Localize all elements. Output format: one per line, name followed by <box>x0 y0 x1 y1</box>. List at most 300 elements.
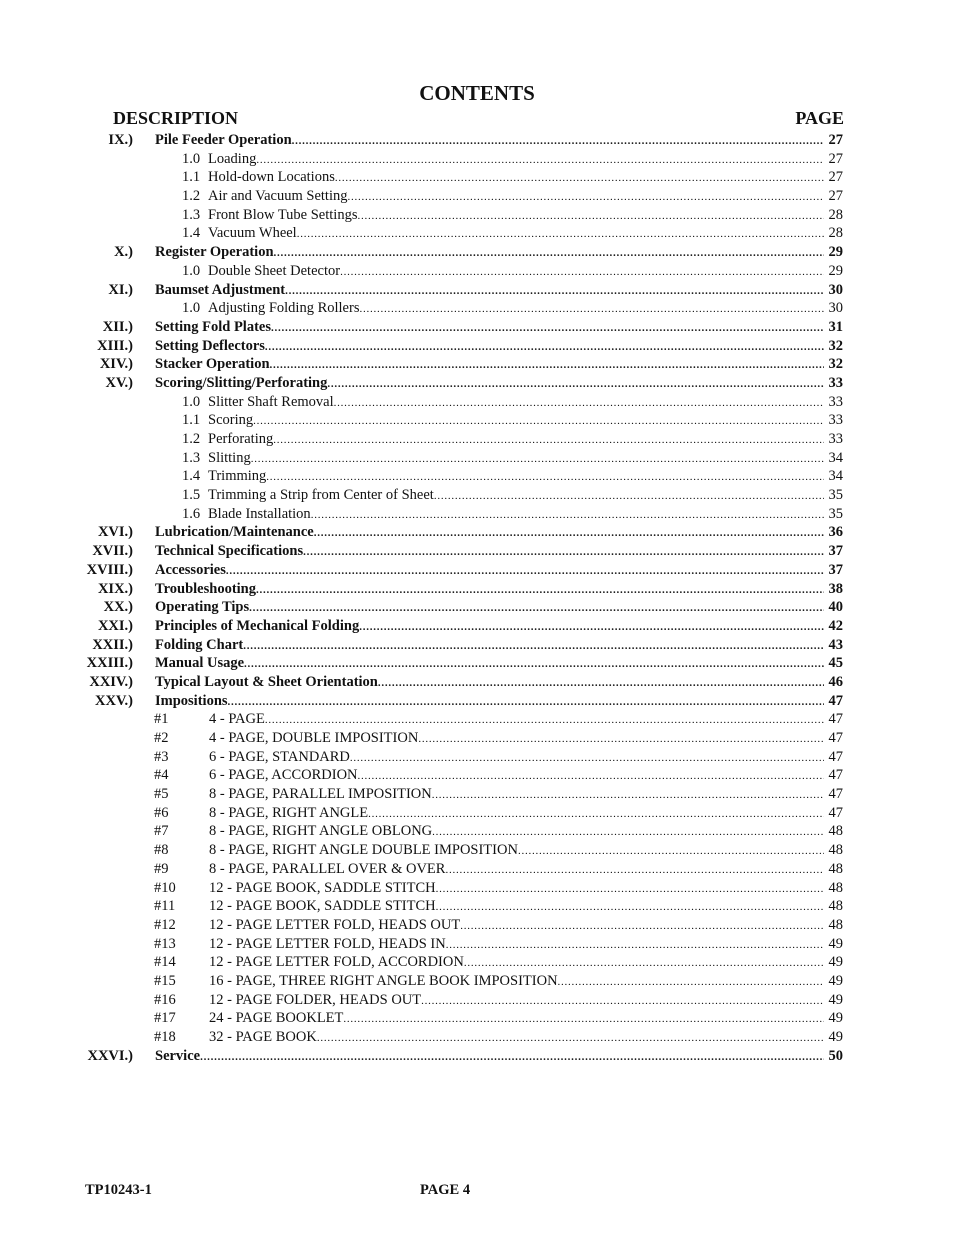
dot-leader <box>359 299 824 319</box>
toc-entry-leader <box>155 318 824 338</box>
toc-entry-leader <box>208 505 824 525</box>
toc-entry-number: X.) <box>114 244 133 261</box>
toc-entry-number: #2 <box>154 730 169 746</box>
dot-leader <box>421 991 824 1011</box>
toc-entry <box>0 523 954 542</box>
toc-entry-number: #15 <box>154 972 176 989</box>
dot-leader <box>228 692 824 712</box>
toc-entry-leader <box>208 393 824 413</box>
toc-entry-title: 6 - PAGE, STANDARD <box>209 748 350 765</box>
toc-entry <box>0 748 954 767</box>
toc-entry-page: 49 <box>828 1029 843 1045</box>
toc-entry-leader <box>209 729 824 749</box>
page-column-header: PAGE <box>795 108 844 128</box>
toc-entry-title: 8 - PAGE, RIGHT ANGLE OBLONG <box>209 823 433 840</box>
toc-entry-leader <box>208 150 824 170</box>
dot-leader <box>249 598 824 618</box>
toc-entry-page: 46 <box>828 673 843 690</box>
toc-entry-number: 1.2 <box>182 188 201 205</box>
toc-entry <box>0 1047 954 1066</box>
toc-entry-number: 1.6 <box>182 505 201 522</box>
toc-entry-leader <box>209 935 824 955</box>
toc-entry <box>0 804 954 823</box>
dot-leader <box>327 374 824 394</box>
dot-leader <box>445 860 824 880</box>
toc-entry-title: Blade Installation <box>208 505 311 522</box>
toc-entry <box>0 598 954 617</box>
toc-entry <box>0 860 954 879</box>
toc-entry-leader <box>208 486 824 506</box>
toc-entry-leader <box>209 1009 824 1029</box>
toc-entry-title: Accessories <box>155 561 226 578</box>
toc-entry-number: XXIII.) <box>86 655 133 672</box>
toc-entry-page: 33 <box>828 431 843 447</box>
dot-leader <box>297 224 824 244</box>
toc-entry-page: 35 <box>828 487 843 504</box>
toc-entry-leader <box>155 561 824 581</box>
dot-leader <box>251 449 824 469</box>
toc-entry-title: Service <box>155 1047 201 1064</box>
toc-entry-page: 37 <box>828 543 843 560</box>
toc-entry-number: XI.) <box>108 281 133 298</box>
toc-entry <box>0 486 954 505</box>
toc-entry-page: 47 <box>828 804 843 821</box>
toc-entry-leader <box>155 355 824 375</box>
toc-entry-page: 31 <box>828 318 843 335</box>
toc-entry-title: 12 - PAGE LETTER FOLD, HEADS OUT <box>209 916 461 933</box>
dot-leader <box>418 729 824 749</box>
toc-entry-title: Hold-down Locations <box>208 169 335 186</box>
toc-entry-number: #9 <box>154 860 169 877</box>
toc-entry-title: 12 - PAGE FOLDER, HEADS OUT <box>209 991 422 1008</box>
dot-leader <box>253 411 824 431</box>
toc-entry-number: IX.) <box>108 132 133 148</box>
toc-entry <box>0 636 954 655</box>
dot-leader <box>334 393 824 413</box>
toc-entry-number: 1.1 <box>182 412 201 429</box>
toc-entry-number: XX.) <box>103 599 133 616</box>
dot-leader <box>436 897 824 917</box>
toc-entry-leader <box>208 467 824 487</box>
toc-entry-leader <box>208 299 824 319</box>
toc-entry <box>0 374 954 393</box>
toc-entry-title: Scoring <box>208 412 254 429</box>
toc-entry-leader <box>208 411 824 431</box>
toc-entry <box>0 150 954 169</box>
dot-leader <box>285 281 824 301</box>
toc-entry-page: 48 <box>828 879 843 896</box>
toc-entry <box>0 561 954 580</box>
toc-entry-title: Setting Fold Plates <box>155 318 271 335</box>
toc-entry <box>0 449 954 468</box>
toc-entry-title: 8 - PAGE, RIGHT ANGLE DOUBLE IMPOSITION <box>209 842 518 859</box>
toc-entry-number: 1.0 <box>182 300 201 317</box>
toc-entry <box>0 935 954 954</box>
toc-entry-page: 45 <box>828 655 843 672</box>
toc-entry-number: XII.) <box>102 318 133 335</box>
dot-leader <box>256 580 824 600</box>
toc-entry-number: 1.4 <box>182 468 201 485</box>
toc-entry <box>0 1009 954 1028</box>
toc-entry-title: Vacuum Wheel <box>208 225 297 242</box>
dot-leader <box>265 337 824 357</box>
toc-entry-page: 40 <box>828 599 843 616</box>
toc-entry-title: Setting Deflectors <box>155 337 265 354</box>
toc-entry-number: 1.3 <box>182 206 201 223</box>
toc-entry-page: 29 <box>828 244 843 261</box>
toc-entry-leader <box>155 673 824 693</box>
toc-entry <box>0 355 954 374</box>
toc-entry-page: 29 <box>828 262 843 279</box>
dot-leader <box>446 935 824 955</box>
toc-entry-page: 35 <box>828 505 843 522</box>
toc-entry-title: Principles of Mechanical Folding <box>155 617 360 634</box>
toc-entry-leader <box>208 206 824 226</box>
toc-entry-page: 48 <box>828 842 843 859</box>
dot-leader <box>273 430 824 450</box>
toc-entry-title: Register Operation <box>155 244 274 261</box>
toc-entry-title: Air and Vacuum Setting <box>208 188 348 205</box>
toc-entry-page: 36 <box>828 524 843 541</box>
toc-entry-page: 49 <box>828 1010 843 1027</box>
toc-entry-number: 1.3 <box>182 449 201 466</box>
toc-entry-title: Trimming a Strip from Center of Sheet <box>208 487 434 504</box>
toc-entry-leader <box>155 654 824 674</box>
toc-entry <box>0 766 954 785</box>
toc-entry-title: Operating Tips <box>155 599 250 616</box>
toc-entry-title: 8 - PAGE, RIGHT ANGLE <box>209 804 369 821</box>
toc-entry <box>0 299 954 318</box>
toc-entry-title: Lubrication/Maintenance <box>155 524 314 541</box>
toc-entry <box>0 654 954 673</box>
toc-entry-number: 1.4 <box>182 225 201 242</box>
toc-entry-title: Typical Layout & Sheet Orientation <box>155 673 378 690</box>
toc-entry <box>0 897 954 916</box>
toc-entry-leader <box>155 131 824 151</box>
toc-entry-leader <box>209 748 824 768</box>
toc-entry-number: #8 <box>154 842 169 859</box>
toc-entry-page: 32 <box>828 356 843 373</box>
toc-entry-leader <box>155 617 824 637</box>
toc-entry-page: 33 <box>828 374 843 391</box>
dot-leader <box>518 841 824 861</box>
toc-entry-leader <box>155 598 824 618</box>
toc-entry-title: 16 - PAGE, THREE RIGHT ANGLE BOOK IMPOSITION <box>209 972 558 989</box>
toc-entry-title: 4 - PAGE, DOUBLE IMPOSITION <box>209 730 419 746</box>
toc-entry-title: Baumset Adjustment <box>155 281 286 298</box>
toc-entry-number: 1.0 <box>182 150 201 167</box>
toc-entry-number: #17 <box>154 1010 176 1027</box>
toc-entry <box>0 224 954 243</box>
toc-entry <box>0 729 954 748</box>
toc-entry-title: Technical Specifications <box>155 543 304 560</box>
toc-entry-number: 1.0 <box>182 262 201 279</box>
toc-entry-leader <box>208 449 824 469</box>
toc-entry <box>0 131 954 150</box>
dot-leader <box>358 766 824 786</box>
toc-entry-title: Stacker Operation <box>155 356 270 373</box>
dot-leader <box>200 1047 824 1067</box>
toc-entry <box>0 430 954 449</box>
toc-entry-page: 43 <box>828 636 843 653</box>
table-of-contents <box>0 131 954 1065</box>
toc-entry-leader <box>155 692 824 712</box>
toc-entry-number: #16 <box>154 991 176 1008</box>
toc-entry <box>0 879 954 898</box>
toc-entry-page: 49 <box>828 935 843 952</box>
toc-entry <box>0 710 954 729</box>
toc-entry-leader <box>155 636 824 656</box>
toc-entry-leader <box>209 916 824 936</box>
dot-leader <box>359 617 824 637</box>
toc-entry-leader <box>209 897 824 917</box>
toc-entry-leader <box>155 337 824 357</box>
footer-document-id: TP10243-1 <box>85 1182 152 1198</box>
toc-entry-title: 6 - PAGE, ACCORDION <box>209 767 358 784</box>
toc-entry-page: 30 <box>828 300 843 317</box>
toc-entry-page: 27 <box>828 150 843 167</box>
toc-entry-leader <box>209 972 824 992</box>
toc-entry-leader <box>209 841 824 861</box>
dot-leader <box>368 804 824 824</box>
toc-entry-title: Folding Chart <box>155 636 244 653</box>
dot-leader <box>270 355 824 375</box>
dot-leader <box>343 1009 824 1029</box>
toc-entry-page: 33 <box>828 393 843 410</box>
toc-entry <box>0 841 954 860</box>
toc-entry-number: XV.) <box>105 374 133 391</box>
toc-entry-page: 38 <box>828 580 843 597</box>
toc-entry-leader <box>155 243 824 263</box>
toc-entry-number: XVIII.) <box>86 561 133 578</box>
toc-entry <box>0 337 954 356</box>
toc-entry-number: #14 <box>154 954 176 971</box>
toc-entry-title: 8 - PAGE, PARALLEL OVER & OVER <box>209 860 446 877</box>
dot-leader <box>226 561 824 581</box>
toc-entry-leader <box>209 804 824 824</box>
toc-entry-number: #5 <box>154 786 169 803</box>
dot-leader <box>464 953 824 973</box>
toc-entry-number: 1.0 <box>182 393 201 410</box>
toc-entry-title: 12 - PAGE LETTER FOLD, ACCORDION <box>209 954 464 971</box>
toc-entry-page: 37 <box>828 561 843 578</box>
toc-entry <box>0 281 954 300</box>
toc-entry-number: XVII.) <box>92 543 133 560</box>
toc-entry-number: 1.5 <box>182 487 201 504</box>
toc-entry-number: #12 <box>154 916 176 933</box>
dot-leader <box>434 486 824 506</box>
toc-entry-number: 1.2 <box>182 431 201 447</box>
toc-entry-title: Double Sheet Detector <box>208 262 341 279</box>
toc-entry-leader <box>209 991 824 1011</box>
footer-page-number: PAGE 4 <box>420 1182 471 1198</box>
toc-entry-leader <box>155 580 824 600</box>
toc-entry-leader <box>209 766 824 786</box>
toc-entry <box>0 542 954 561</box>
toc-entry-page: 47 <box>828 748 843 765</box>
toc-entry-leader <box>208 430 824 450</box>
toc-entry-number: #3 <box>154 748 169 765</box>
toc-entry <box>0 617 954 636</box>
toc-entry-page: 48 <box>828 898 843 915</box>
toc-entry-title: 8 - PAGE, PARALLEL IMPOSITION <box>209 786 432 803</box>
toc-entry <box>0 467 954 486</box>
toc-entry-number: #4 <box>154 767 169 784</box>
dot-leader <box>432 785 824 805</box>
toc-entry <box>0 1028 954 1047</box>
toc-entry-page: 34 <box>828 468 843 485</box>
toc-entry-number: #6 <box>154 804 169 821</box>
toc-entry-page: 34 <box>828 449 843 466</box>
toc-entry-number: XXV.) <box>95 692 133 709</box>
toc-entry-leader <box>209 710 824 730</box>
dot-leader <box>256 150 824 170</box>
toc-entry-leader <box>209 822 824 842</box>
toc-entry-title: Pile Feeder Operation <box>155 132 292 148</box>
dot-leader <box>266 467 824 487</box>
toc-entry-title: Scoring/Slitting/Perforating <box>155 374 328 391</box>
toc-entry-number: XIV.) <box>99 356 133 373</box>
toc-entry <box>0 393 954 412</box>
dot-leader <box>347 187 824 207</box>
toc-entry <box>0 505 954 524</box>
toc-entry-leader <box>155 1047 824 1067</box>
toc-entry <box>0 692 954 711</box>
toc-entry <box>0 953 954 972</box>
toc-entry-title: 24 - PAGE BOOKLET <box>209 1010 344 1027</box>
toc-entry-number: XXI.) <box>97 617 133 634</box>
toc-entry-number: #18 <box>154 1029 176 1045</box>
toc-entry-leader <box>209 785 824 805</box>
toc-entry-title: Slitting <box>208 449 251 466</box>
dot-leader <box>303 542 824 562</box>
toc-entry-title: Manual Usage <box>155 655 245 672</box>
dot-leader <box>378 673 824 693</box>
dot-leader <box>243 636 824 656</box>
toc-entry <box>0 822 954 841</box>
dot-leader <box>292 131 824 151</box>
toc-entry-leader <box>209 1028 824 1048</box>
dot-leader <box>274 243 824 263</box>
toc-entry-leader <box>209 860 824 880</box>
toc-entry-title: 12 - PAGE BOOK, SADDLE STITCH <box>209 879 436 896</box>
toc-entry-number: XXIV.) <box>89 673 133 690</box>
toc-entry-number: XVI.) <box>97 524 133 541</box>
toc-entry-title: Slitter Shaft Removal <box>208 393 334 410</box>
toc-entry-number: #7 <box>154 823 169 840</box>
toc-entry-page: 32 <box>828 337 843 354</box>
toc-entry-number: XIX.) <box>97 580 133 597</box>
dot-leader <box>265 710 824 730</box>
toc-entry-number: #10 <box>154 879 176 896</box>
toc-entry-leader <box>208 168 824 188</box>
dot-leader <box>271 318 824 338</box>
toc-entry-title: Adjusting Folding Rollers <box>208 300 360 317</box>
toc-entry-title: 12 - PAGE LETTER FOLD, HEADS IN <box>209 935 446 952</box>
dot-leader <box>432 822 824 842</box>
toc-entry-title: 4 - PAGE <box>209 711 265 728</box>
toc-entry-page: 27 <box>828 132 843 148</box>
toc-entry <box>0 785 954 804</box>
toc-entry <box>0 916 954 935</box>
toc-entry <box>0 411 954 430</box>
toc-entry-leader <box>155 523 824 543</box>
toc-entry-page: 47 <box>828 730 843 746</box>
dot-leader <box>460 916 824 936</box>
toc-entry-number: XXII.) <box>92 636 133 653</box>
dot-leader <box>244 654 824 674</box>
toc-entry <box>0 262 954 281</box>
toc-entry-number: 1.1 <box>182 169 201 186</box>
toc-entry-leader <box>155 374 824 394</box>
toc-entry-title: Trimming <box>208 468 267 485</box>
toc-entry-page: 30 <box>828 281 843 298</box>
dot-leader <box>558 972 824 992</box>
toc-entry-number: XIII.) <box>97 337 133 354</box>
toc-entry-page: 28 <box>828 206 843 223</box>
dot-leader <box>350 748 824 768</box>
toc-entry-page: 28 <box>828 225 843 242</box>
toc-entry-leader <box>209 879 824 899</box>
toc-entry-title: Troubleshooting <box>155 580 256 597</box>
page-title: CONTENTS <box>419 81 535 105</box>
dot-leader <box>340 262 824 282</box>
dot-leader <box>357 206 824 226</box>
toc-entry <box>0 187 954 206</box>
toc-entry-leader <box>209 953 824 973</box>
dot-leader <box>335 168 824 188</box>
toc-entry-leader <box>208 187 824 207</box>
toc-entry-leader <box>208 224 824 244</box>
toc-entry-page: 49 <box>828 972 843 989</box>
toc-entry-page: 49 <box>828 954 843 971</box>
toc-entry-title: Front Blow Tube Settings <box>208 206 358 223</box>
toc-entry <box>0 991 954 1010</box>
toc-entry-page: 48 <box>828 823 843 840</box>
toc-entry-number: #11 <box>154 898 176 915</box>
toc-entry-page: 27 <box>828 188 843 205</box>
toc-entry-number: #1 <box>154 711 169 728</box>
dot-leader <box>436 879 824 899</box>
toc-entry <box>0 243 954 262</box>
toc-entry-title: Loading <box>208 150 257 167</box>
toc-entry-number: XXVI.) <box>87 1047 133 1064</box>
toc-entry-page: 47 <box>828 786 843 803</box>
toc-entry-page: 49 <box>828 991 843 1008</box>
toc-entry-title: 32 - PAGE BOOK <box>209 1029 317 1045</box>
toc-entry <box>0 318 954 337</box>
toc-entry-leader <box>208 262 824 282</box>
toc-entry-title: 12 - PAGE BOOK, SADDLE STITCH <box>209 898 436 915</box>
toc-entry-page: 48 <box>828 916 843 933</box>
dot-leader <box>311 505 824 525</box>
toc-entry <box>0 168 954 187</box>
toc-entry-title: Perforating <box>208 431 274 447</box>
toc-entry-number: #13 <box>154 935 176 952</box>
toc-entry <box>0 972 954 991</box>
toc-entry-page: 47 <box>828 692 843 709</box>
toc-entry-page: 42 <box>828 617 843 634</box>
description-column-header: DESCRIPTION <box>113 108 239 128</box>
toc-entry-page: 48 <box>828 860 843 877</box>
toc-entry-page: 33 <box>828 412 843 429</box>
toc-entry-page: 27 <box>828 169 843 186</box>
toc-entry-page: 47 <box>828 711 843 728</box>
toc-entry <box>0 206 954 225</box>
toc-entry-page: 47 <box>828 767 843 784</box>
dot-leader <box>317 1028 824 1048</box>
toc-entry-leader <box>155 281 824 301</box>
